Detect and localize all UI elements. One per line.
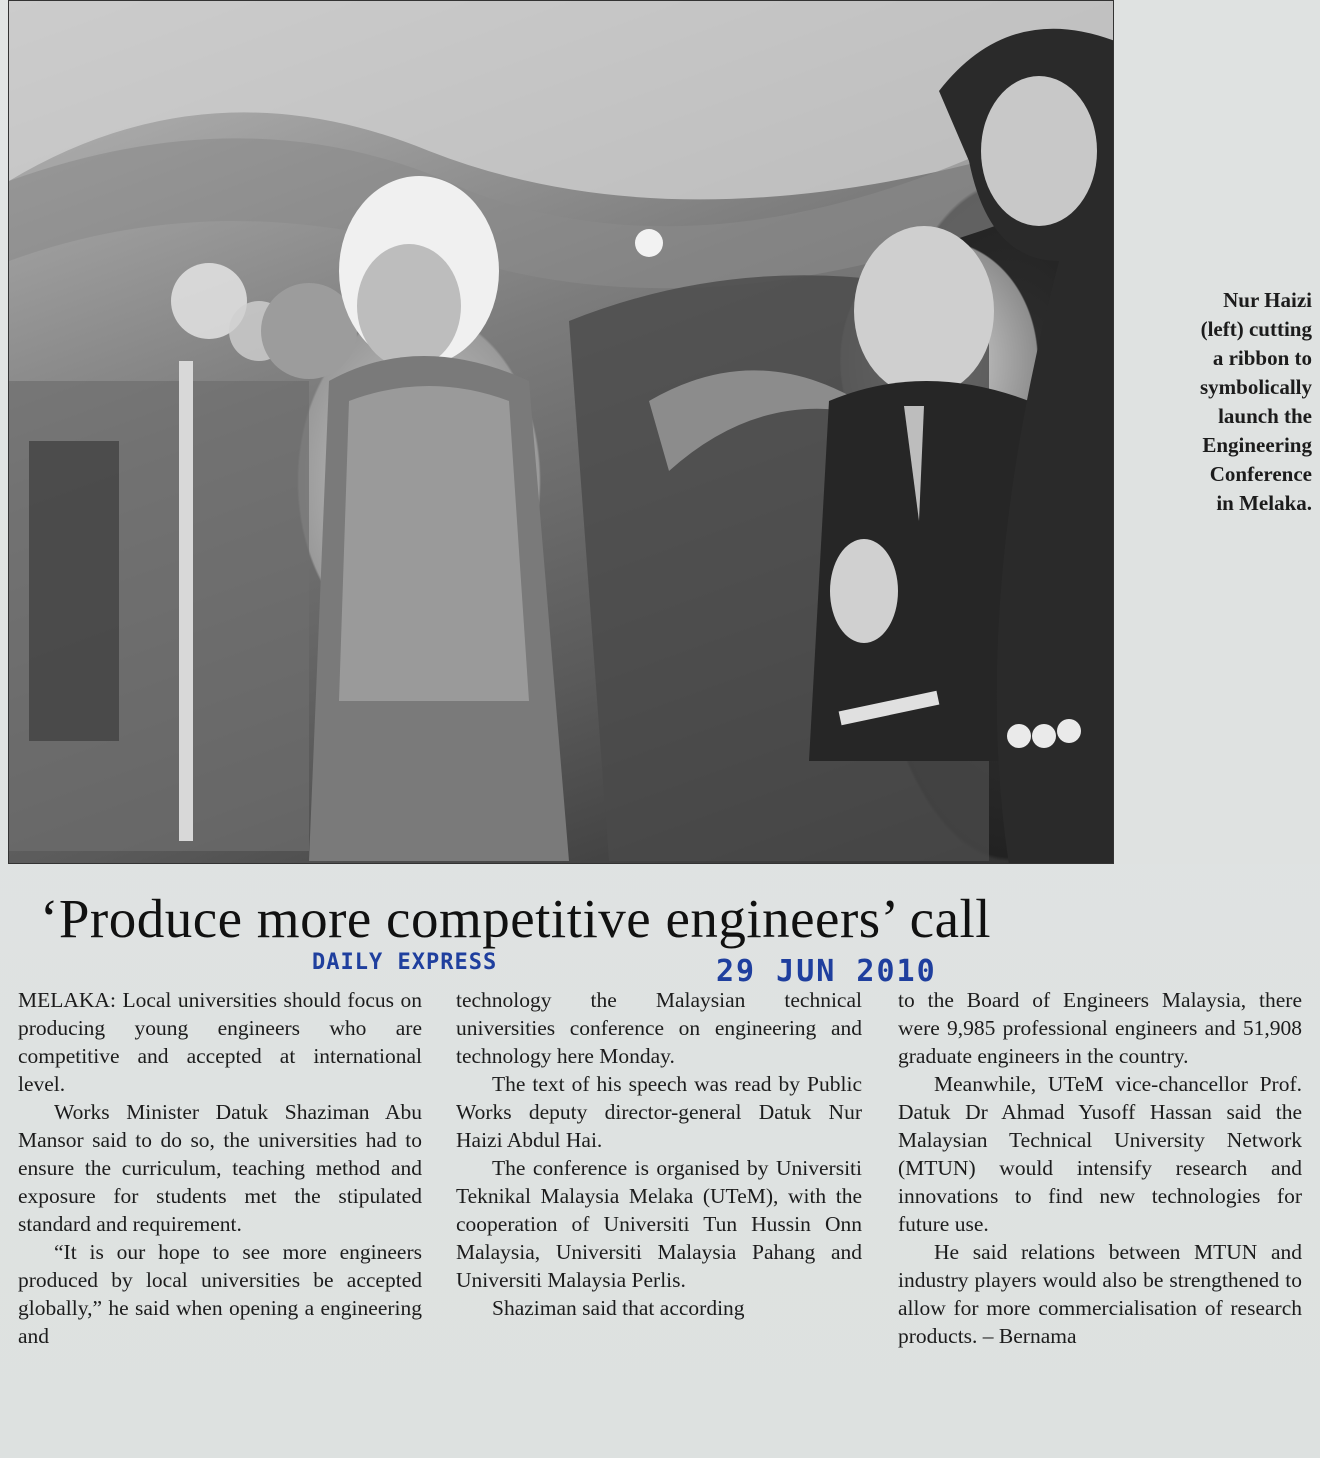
photo-caption: Nur Haizi (left) cutting a ribbon to symbolically launch the Engineering Conference in Melaka. xyxy=(1199,288,1312,515)
paragraph: He said relations between MTUN and industry players would also be strengthened to allow for more commercialisation of research products. – Bernama xyxy=(898,1240,1302,1348)
headline: ‘Produce more competitive engineers’ call xyxy=(40,888,992,949)
paragraph: Shaziman said that according xyxy=(492,1296,745,1320)
source-stamp: DAILY EXPRESS xyxy=(312,950,498,975)
paragraph: to the Board of Engineers Malaysia, there were 9,985 professional engineers and 51,908 graduate engineers in the country. xyxy=(898,988,1302,1068)
article-column-1 xyxy=(18,986,422,1350)
paragraph: Works Minister Datuk Shaziman Abu Mansor said to do so, the universities had to ensure the curriculum, teaching method and exposure for students met the stipulated standard and requirement. xyxy=(18,1100,422,1236)
date-stamp: 29 JUN 2010 xyxy=(716,954,937,989)
paragraph: The conference is organised by Universiti Teknikal Malaysia Melaka (UTeM), with the cooperation of Universiti Tun Hussin Onn Malaysia, Universiti Malaysia Pahang and Universiti Malaysia Perlis. xyxy=(456,1156,862,1292)
news-photo xyxy=(8,0,1114,864)
paragraph: “It is our hope to see more engineers produced by local universities be accepted globally,” he said when opening a engineering and xyxy=(18,1240,422,1348)
paragraph: Meanwhile, UTeM vice-chancellor Prof. Datuk Dr Ahmad Yusoff Hassan said the Malaysian Technical University Network (MTUN) would intensify research and innovations to find new technologies for future use. xyxy=(898,1072,1302,1236)
paragraph: technology the Malaysian technical universities conference on engineering and technology here Monday. xyxy=(456,988,862,1068)
paragraph: The text of his speech was read by Public Works deputy director-general Datuk Nur Haizi Abdul Hai. xyxy=(456,1072,862,1152)
article-column-2 xyxy=(456,986,862,1322)
photo-ribbon-cutting xyxy=(9,1,1114,864)
paragraph: MELAKA: Local universities should focus on producing young engineers who are competitive and accepted at international level. xyxy=(18,988,422,1096)
article-column-3 xyxy=(898,986,1302,1350)
